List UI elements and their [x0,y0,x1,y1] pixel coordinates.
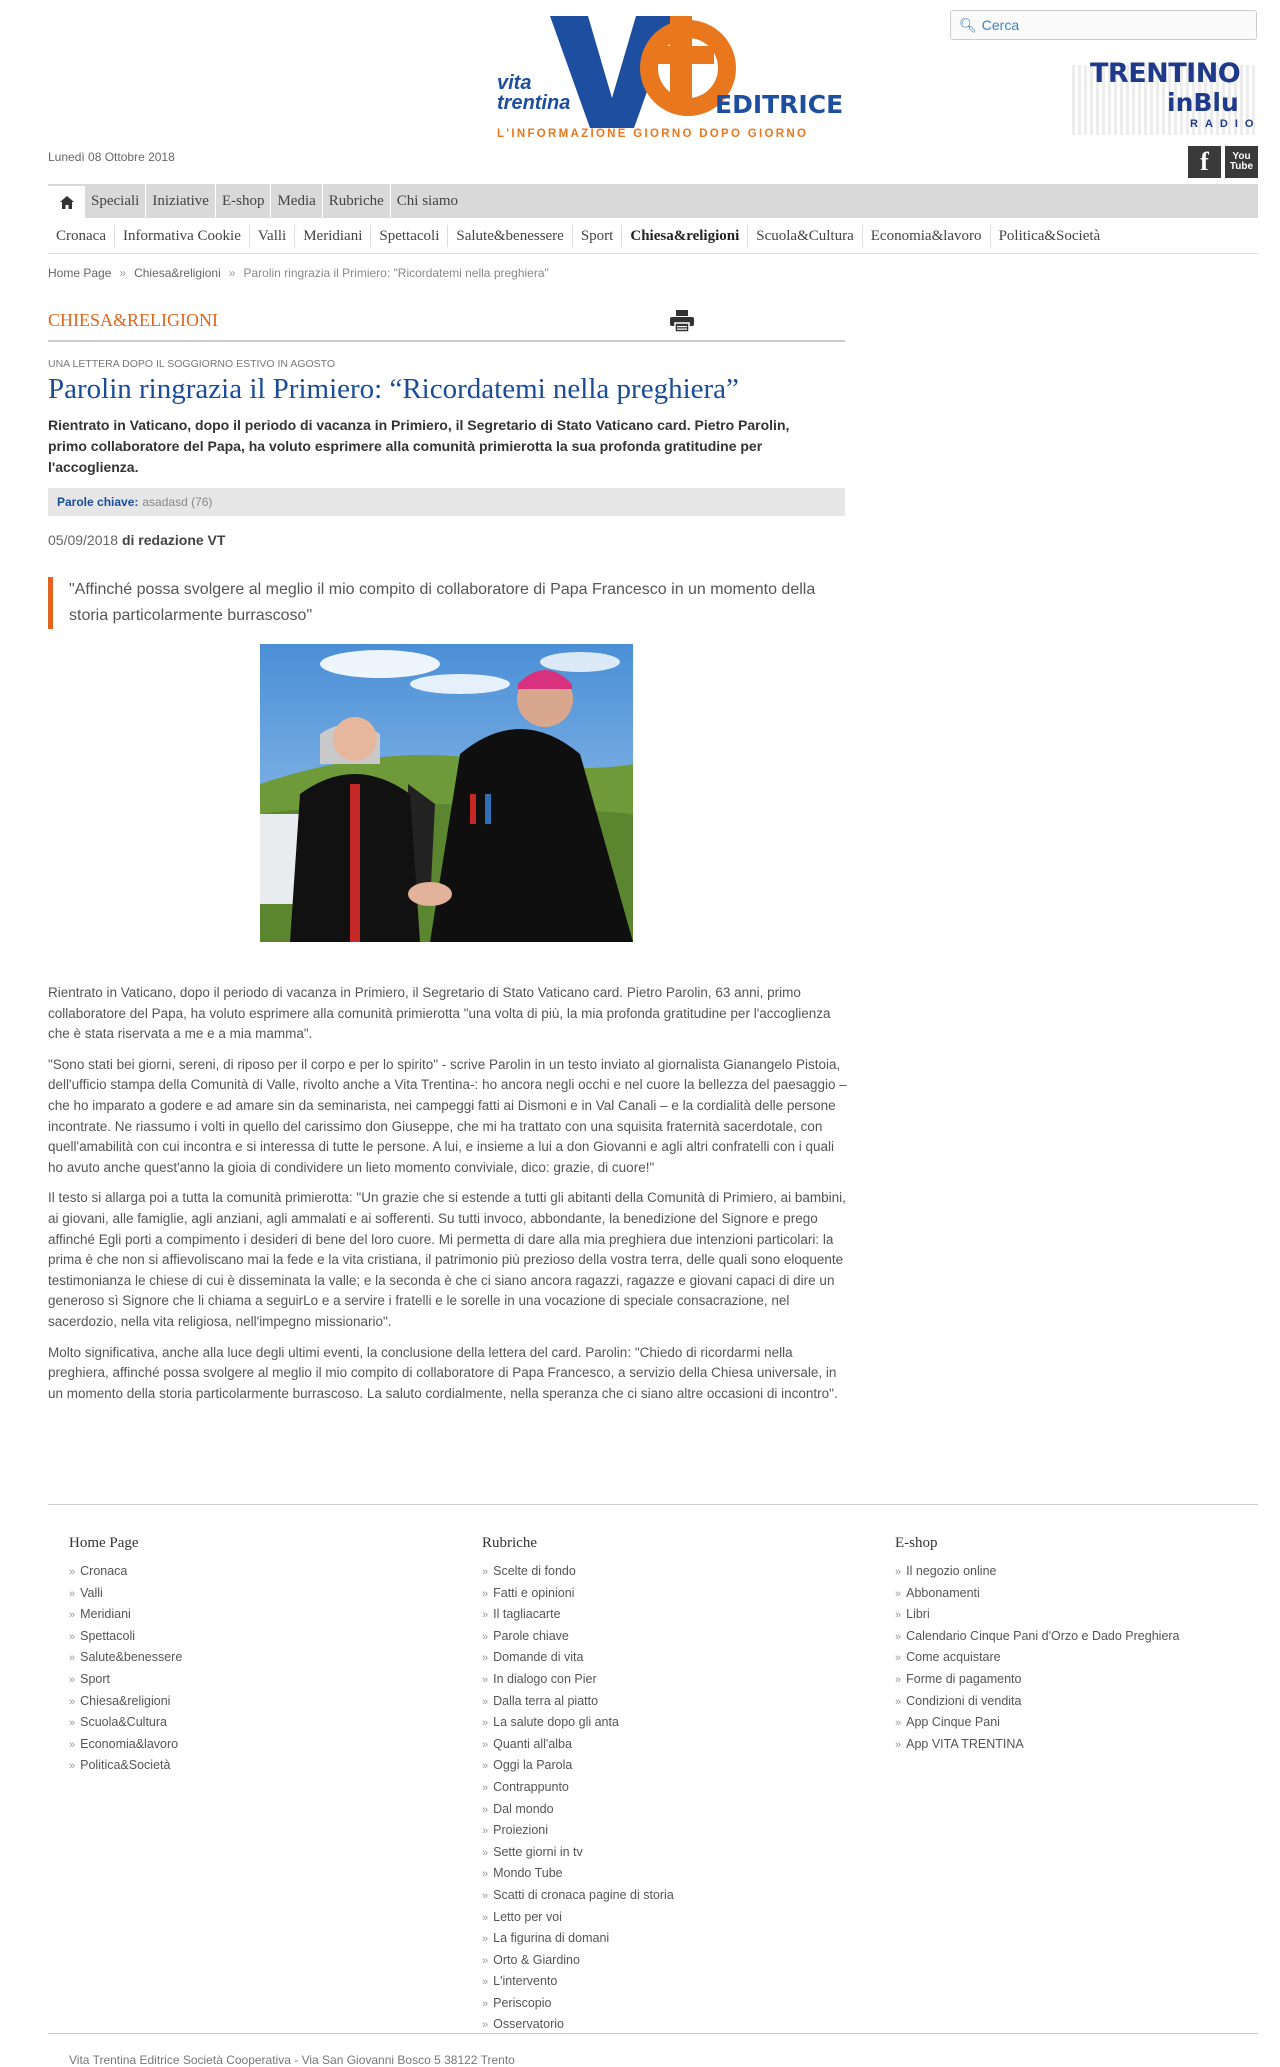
footer-link-label: Proiezioni [493,1823,549,1838]
footer-link-label: Contrappunto [493,1779,569,1794]
article-byline [48,532,225,548]
footer-bullet: » [482,1997,489,2010]
footer-link-label: Osservatorio [493,2017,564,2032]
footer-bullet: » [895,1717,902,1730]
current-date: Lunedì 08 Ottobre 2018 [48,150,175,164]
nav-item-economia-lavoro[interactable]: Economia&lavoro [862,225,990,247]
youtube-icon[interactable] [1225,146,1258,178]
footer-link-label: Fatti e opinioni [493,1585,575,1600]
home-icon[interactable] [48,184,85,218]
footer-bullet: » [69,1760,76,1773]
nav-item-valli[interactable]: Valli [249,225,294,247]
footer-link[interactable] [482,1885,674,1907]
footer-link-label: Quanti all'alba [493,1736,572,1751]
footer-bullet: » [69,1587,76,1600]
footer-link[interactable] [482,1561,674,1583]
youtube-glyph-bottom: Tube [1229,161,1254,172]
footer-link-label: Condizioni di vendita [906,1693,1022,1708]
footer-bullet: » [482,1695,489,1708]
footer-link-label: Il negozio online [906,1564,997,1578]
footer-bullet: » [482,1825,489,1838]
article-pullquote: "Affinché possa svolgere al meglio il mio compito di collaboratore di Papa Francesco in un momento della storia particolarmente burrascoso" [48,577,838,629]
article-paragraph: Il testo si allarga poi a tutta la comunità primierotta: "Un grazie che si estende a tutti gli abitanti della Comunità di Primiero, ai bambini, ai giovani, alle famiglie, agli anziani, agli ammalati e ai sofferenti. Su tutti invoco, abbondante, la benedizione del Signore e prego affinché Egli porti a compimento i desideri di bene del loro cuore. Mi permetta di dare alla mia preghiera due intenzioni particolari: la prima è che non si affievoliscano mai la fede e la vita cristiana, il patrimonio più prezioso della vostra terra, delle quali sono eloquente testimonianza le chiese di cui è disseminata la valle; e la seconda è che ci siano ancora ragazzi, ragazze e giovani capaci di dire un generoso sì Signore che li chiama a seguirLo e a servire i fratelli e le sorelle in una vocazione di speciale consacrazione, nel sacerdozio, nella vita religiosa, nell'impegno missionario". [48,1190,846,1329]
footer-bullet: » [482,1652,489,1665]
nav-item-rubriche[interactable]: Rubriche [322,184,390,218]
breadcrumb-section[interactable]: Chiesa&religioni [134,266,221,280]
print-icon[interactable] [670,310,694,332]
footer-link-label: Periscopio [493,1995,552,2010]
footer-bullet: » [69,1673,76,1686]
footer-link[interactable] [482,1777,674,1799]
footer-bullet: » [482,1976,489,1989]
footer-link[interactable] [69,1755,182,1777]
footer-column-title[interactable]: Home Page [69,1535,139,1551]
footer-link[interactable] [895,1583,1180,1605]
footer-link-label: Sette giorni in tv [493,1844,583,1859]
footer-bullet: » [895,1738,902,1751]
footer-link-label: Letto per voi [493,1909,562,1924]
footer-bullet: » [482,1673,489,1686]
primary-nav [48,184,1258,218]
youtube-glyph-top: You [1232,151,1251,162]
nav-item-spettacoli[interactable]: Spettacoli [370,225,447,247]
footer-link[interactable] [482,1993,674,2015]
site-logo[interactable] [495,18,844,148]
footer-bullet: » [482,1889,489,1902]
footer-link[interactable] [895,1647,1180,1669]
breadcrumb-separator: » [119,266,127,280]
footer-link-list [482,1561,674,2036]
footer-bullet: » [895,1652,902,1665]
footer-bullet: » [895,1587,902,1600]
logo-editrice: EDITRICE [715,90,844,119]
footer-link-label: Economia&lavoro [80,1736,179,1751]
footer-link[interactable] [482,1863,674,1885]
footer-link-label: La salute dopo gli anta [493,1715,619,1730]
footer-bullet: » [482,1868,489,1881]
footer-link-label: App VITA TRENTINA [906,1736,1024,1751]
footer-link[interactable] [69,1712,182,1734]
footer-link-label: Dal mondo [493,1801,554,1816]
article-paragraph: "Sono stati bei giorni, sereni, di riposo per il corpo e per lo spirito" - scrive Parolin in un testo inviato al giornalista Gianangelo Pistoia, dell'ufficio stampa della Comunità di Valle, rivolto anche a Vita Trentina-: ho ancora negli occhi e nel cuore la bellezza del paesaggio – che ho imparato a godere e ad amare sin da seminarista, nei campeggi fatti ai Dismoni e in Val Canali – e la cordialità delle persone incontrate. Ne riassumo i volti in quello del carissimo don Giuseppe, che mi ha trattato con una squisita fraternità sacerdotale, con quell'amabilità con cui incontra e si interessa di tutte le persone. A lui, e insieme a lui a don Giovanni e agli altri confratelli con i quali ho avuto anche quest'anno la gioia di condividere un lieto momento conviviale, dico: grazie, di cuore!" [48,1056,847,1175]
search-icon: 🔍︎ [959,16,977,33]
footer-bullet: » [482,1760,489,1773]
footer-link-label: Chiesa&religioni [80,1693,171,1708]
logo-tagline: L'INFORMAZIONE GIORNO DOPO GIORNO [497,128,809,140]
footer-link[interactable] [482,1755,674,1777]
keywords-bar [48,488,845,516]
footer-bullet: » [482,2019,489,2032]
radio-logo-line2: inBlu [1167,88,1239,117]
nav-item-politica-societa[interactable]: Politica&Società [990,225,1109,247]
nav-item-cronaca[interactable]: Cronaca [56,227,106,244]
article-kicker: UNA LETTERA DOPO IL SOGGIORNO ESTIVO IN AGOSTO [48,358,336,370]
footer-link[interactable] [895,1669,1180,1691]
section-header [48,308,845,342]
nav-item-salute-benessere[interactable]: Salute&benessere [447,225,571,247]
footer-divider [48,1504,1258,1505]
footer-link-label: Calendario Cinque Pani d'Orzo e Dado Preghiera [906,1628,1180,1643]
footer-link[interactable] [482,1971,674,1993]
footer-bullet: » [69,1652,76,1665]
footer-link[interactable] [482,1712,674,1734]
footer-link-label: Sport [80,1671,111,1686]
footer-link[interactable] [482,1907,674,1929]
footer-bullet: » [69,1738,76,1751]
footer-bullet: » [482,1933,489,1946]
footer-link-label: Salute&benessere [80,1650,183,1665]
footer-link-label: Forme di pagamento [906,1671,1022,1686]
footer-link[interactable] [482,1604,674,1626]
nav-item-scuola-cultura[interactable]: Scuola&Cultura [747,225,862,247]
footer-link-label: Come acquistare [906,1650,1001,1665]
footer-link-label: Scatti di cronaca pagine di storia [493,1887,674,1902]
footer-link-label: Scuola&Cultura [80,1715,167,1730]
footer-link[interactable] [895,1626,1180,1648]
footer-bullet: » [482,1717,489,1730]
footer-link[interactable] [69,1647,182,1669]
footer-copyright: Vita Trentina Editrice Società Cooperativa - Via San Giovanni Bosco 5 38122 Trento [69,2053,515,2067]
footer-bullet: » [482,1781,489,1794]
breadcrumb [48,266,549,280]
footer-link-label: Il tagliacarte [493,1607,561,1622]
footer-link-label: Mondo Tube [493,1866,563,1881]
article-date: 05/09/2018 [48,532,119,548]
article-paragraph: Molto significativa, anche alla luce degli ultimi eventi, la conclusione della lettera del card. Parolin: "Chiedo di ricordarmi nella preghiera, affinché possa svolgere al meglio il mio compito di collaboratore di Papa Francesco, a servizio della Chiesa universale, in un momento della storia particolarmente burrascoso. La saluto cordialmente, nella speranza che ci siano altre occasioni di incontro". [48,1344,838,1401]
footer-bullet: » [895,1695,902,1708]
nav-item-iniziative[interactable]: Iniziative [145,184,215,218]
footer-bullet: » [482,1609,489,1622]
footer-link-label: La figurina di domani [493,1931,610,1946]
footer-link[interactable] [482,1799,674,1821]
footer-bullet: » [895,1673,902,1686]
nav-item-chiesa-religioni[interactable]: Chiesa&religioni [621,225,747,247]
footer-bullet: » [895,1630,902,1643]
footer-bullet: » [482,1738,489,1751]
footer-link[interactable] [895,1604,1180,1626]
footer-bullet: » [482,1911,489,1924]
footer-link-label: Dalla terra al piatto [493,1693,599,1708]
footer-bullet: » [69,1609,76,1622]
breadcrumb-home[interactable]: Home Page [48,266,112,280]
nav-item-media[interactable]: Media [270,184,321,218]
footer-link-label: Abbonamenti [906,1585,980,1600]
breadcrumb-current: Parolin ringrazia il Primiero: "Ricordatemi nella preghiera" [243,266,549,280]
footer-bottom-divider [48,2033,1258,2034]
footer-link[interactable] [69,1734,182,1756]
footer-link-list [69,1561,182,1777]
keywords-value[interactable]: asadasd (76) [142,495,213,509]
nav-item-sport[interactable]: Sport [572,225,622,247]
article-title: Parolin ringrazia il Primiero: “Ricordatemi nella preghiera” [48,373,739,405]
footer-column-rubriche [482,1535,674,2036]
footer-bullet: » [482,1587,489,1600]
footer-bullet: » [69,1630,76,1643]
footer-bullet: » [895,1609,902,1622]
footer-link-label: Libri [906,1607,930,1622]
search-input[interactable] [982,17,1242,33]
nav-item-informativa-cookie[interactable]: Informativa Cookie [114,225,249,247]
footer-bullet: » [482,1803,489,1816]
footer-link-label: Parole chiave [493,1628,569,1643]
footer-link[interactable] [482,1691,674,1713]
footer-column-eshop [895,1535,1180,1755]
footer-link[interactable] [482,1842,674,1864]
secondary-nav [48,218,1258,254]
section-title[interactable]: CHIESA&RELIGIONI [48,310,218,330]
footer-link[interactable] [482,1669,674,1691]
footer-link-list [895,1561,1180,1755]
footer-bullet: » [482,1846,489,1859]
footer-link-label: App Cinque Pani [906,1715,1000,1730]
nav-item-meridiani[interactable]: Meridiani [294,225,370,247]
footer-column-home [69,1535,182,1777]
footer-link-label: L'intervento [493,1974,558,1989]
footer-bullet: » [482,1630,489,1643]
footer-bullet: » [482,1954,489,1967]
logo-small-text: vita trentina [497,72,571,114]
nav-item-chi-siamo[interactable]: Chi siamo [390,184,464,218]
footer-link-label: In dialogo con Pier [493,1671,597,1686]
footer-link-label: Scelte di fondo [493,1564,576,1578]
footer-link[interactable] [895,1712,1180,1734]
search-box[interactable] [950,10,1257,40]
footer-link[interactable] [895,1691,1180,1713]
facebook-icon[interactable] [1188,146,1221,178]
footer-link-label: Orto & Giardino [493,1952,580,1967]
article-author: di redazione VT [121,532,226,548]
footer-link[interactable] [482,1734,674,1756]
footer-link[interactable] [482,1647,674,1669]
footer-link[interactable] [895,1561,1180,1583]
footer-link[interactable] [69,1691,182,1713]
footer-link-label: Meridiani [80,1607,131,1622]
footer-link[interactable] [482,1928,674,1950]
keywords-label: Parole chiave: [57,495,139,509]
nav-item-speciali[interactable]: Speciali [91,193,140,209]
article-photo [260,644,633,942]
article-paragraph: Rientrato in Vaticano, dopo il periodo di vacanza in Primiero, il Segretario di Stato Vaticano card. Pietro Parolin, 63 anni, primo collaboratore del Papa, ha voluto esprimere alla comunità primierotta "una volta di più, la mia profonda gratitudine per l'accoglienza che è stata riservata a me e a mia mamma". [48,985,831,1042]
social-links [1188,146,1258,178]
footer-column-title[interactable]: Rubriche [482,1535,537,1551]
footer-link[interactable] [482,1583,674,1605]
radio-logo-line1: TRENTINO [1090,58,1241,89]
article-lead: Rientrato in Vaticano, dopo il periodo di vacanza in Primiero, il Segretario di Stato Vaticano card. Pietro Parolin, primo collaboratore del Papa, ha voluto esprimere alla comunità primierotta la sua profonda gratitudine per l'accoglienza. [48,417,790,475]
footer-link[interactable] [69,1626,182,1648]
footer-bullet: » [69,1566,76,1578]
footer-link-label: Politica&Società [80,1758,171,1773]
nav-item-eshop[interactable]: E-shop [215,184,271,218]
footer-link[interactable] [482,1820,674,1842]
footer-link-label: Domande di vita [493,1650,584,1665]
footer-link-label: Spettacoli [80,1628,136,1643]
footer-bullet: » [69,1695,76,1708]
footer-link[interactable] [895,1734,1180,1756]
radio-logo-line3: RADIO [1190,118,1261,130]
footer-link[interactable] [69,1561,182,1583]
radio-logo[interactable] [1072,55,1261,135]
footer-link[interactable] [482,1950,674,1972]
footer-bullet: » [69,1717,76,1730]
footer-link-label: Oggi la Parola [493,1758,573,1773]
footer-link[interactable] [69,1604,182,1626]
breadcrumb-separator: » [228,266,236,280]
footer-bullet: » [895,1566,902,1578]
facebook-glyph: f [1200,147,1209,176]
footer-column-title[interactable]: E-shop [895,1535,938,1551]
footer-bullet: » [482,1566,489,1578]
article-body [48,983,848,1414]
footer-link[interactable] [482,1626,674,1648]
footer-link[interactable] [69,1583,182,1605]
footer-link-label: Valli [80,1585,103,1600]
footer-link[interactable] [69,1669,182,1691]
footer-link-label: Cronaca [80,1564,128,1578]
